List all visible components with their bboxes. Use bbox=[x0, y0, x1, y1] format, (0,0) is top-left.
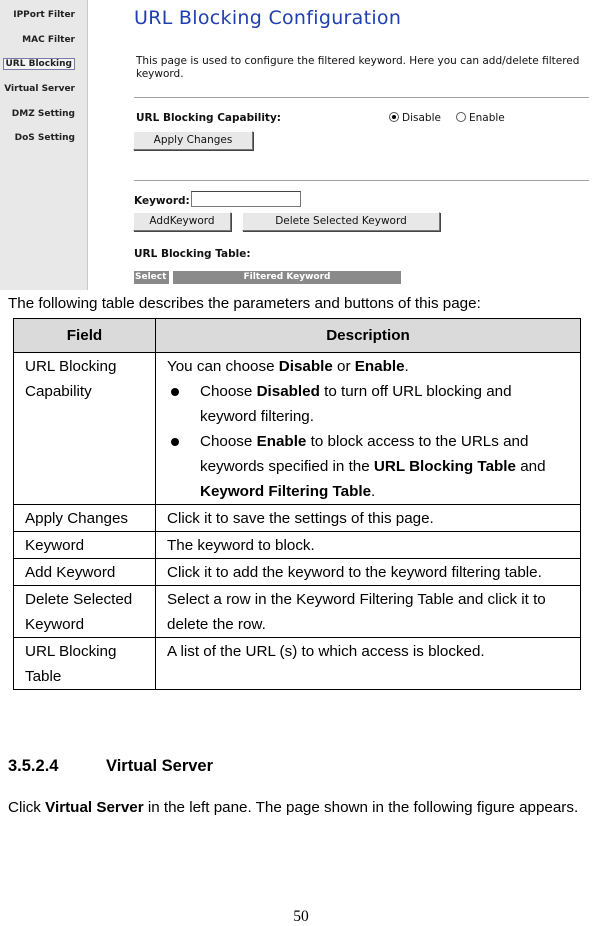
sidebar bbox=[0, 0, 88, 290]
table-row bbox=[14, 353, 581, 505]
para-bold: Virtual Server bbox=[45, 799, 144, 816]
bullet-item bbox=[167, 429, 570, 504]
bullet-text: Choose bbox=[200, 433, 257, 450]
bullet-text: Choose bbox=[200, 383, 257, 400]
description-cell bbox=[156, 353, 581, 505]
column-header-field: Field bbox=[14, 319, 156, 353]
divider bbox=[134, 97, 589, 98]
body-paragraph bbox=[8, 793, 602, 823]
desc-bold: Enable bbox=[354, 358, 405, 375]
add-keyword-button[interactable]: AddKeyword bbox=[133, 212, 231, 231]
keyword-input[interactable] bbox=[191, 191, 301, 207]
field-cell: Keyword bbox=[14, 532, 156, 559]
divider bbox=[134, 180, 589, 181]
section-heading bbox=[8, 757, 213, 776]
table-header-row bbox=[14, 319, 581, 353]
field-cell: Delete Selected Keyword bbox=[14, 586, 156, 638]
radio-disable[interactable] bbox=[389, 112, 441, 124]
description-cell: Select a row in the Keyword Filtering Table and click it to delete the row. bbox=[156, 586, 581, 638]
sidebar-item-url-blocking[interactable]: URL Blocking bbox=[3, 58, 76, 70]
table-row bbox=[14, 559, 581, 586]
bullet-text: to turn off URL blocking and keyword filtering. bbox=[200, 383, 512, 425]
table-row bbox=[14, 638, 581, 690]
table-header-select: Select bbox=[134, 271, 169, 284]
radio-disable-label: Disable bbox=[402, 112, 441, 124]
column-header-description: Description bbox=[156, 319, 581, 353]
sidebar-item-mac-filter[interactable]: MAC Filter bbox=[22, 35, 75, 45]
table-label: URL Blocking Table: bbox=[134, 248, 251, 260]
description-cell: A list of the URL (s) to which access is blocked. bbox=[156, 638, 581, 690]
bullet-bold: Keyword Filtering Table bbox=[200, 483, 372, 500]
description-cell: Click it to add the keyword to the keyword filtering table. bbox=[156, 559, 581, 586]
url-blocking-screenshot bbox=[0, 0, 591, 290]
table-row bbox=[14, 505, 581, 532]
field-cell: URL Blocking Table bbox=[14, 638, 156, 690]
field-cell: URL Blocking Capability bbox=[14, 353, 156, 505]
delete-selected-keyword-button[interactable]: Delete Selected Keyword bbox=[242, 212, 440, 231]
config-content bbox=[88, 0, 591, 290]
bullet-text: . bbox=[371, 483, 376, 500]
bullet-bold: Enable bbox=[256, 433, 307, 450]
table-row bbox=[14, 532, 581, 559]
sidebar-item-dmz-setting[interactable]: DMZ Setting bbox=[11, 109, 75, 119]
table-row bbox=[14, 586, 581, 638]
capability-label: URL Blocking Capability: bbox=[136, 112, 281, 124]
description-cell: Click it to save the settings of this page. bbox=[156, 505, 581, 532]
bullet-bold: Disabled bbox=[256, 383, 320, 400]
bullet-list bbox=[167, 379, 570, 504]
sidebar-item-ipport-filter[interactable]: IPPort Filter bbox=[13, 10, 75, 20]
section-number: 3.5.2.4 bbox=[8, 757, 59, 775]
radio-enable-label: Enable bbox=[469, 112, 505, 124]
field-cell: Add Keyword bbox=[14, 559, 156, 586]
desc-text: You can choose bbox=[167, 358, 279, 375]
description-cell: The keyword to block. bbox=[156, 532, 581, 559]
bullet-item bbox=[167, 379, 570, 429]
desc-text: or bbox=[332, 358, 355, 375]
desc-bold: Disable bbox=[278, 358, 333, 375]
parameters-table bbox=[13, 318, 581, 690]
para-text: in the left pane. The page shown in the following figure appears. bbox=[143, 799, 579, 816]
apply-changes-button[interactable]: Apply Changes bbox=[133, 131, 253, 150]
page-number: 50 bbox=[293, 908, 309, 925]
bullet-bold: URL Blocking Table bbox=[373, 458, 516, 475]
keyword-label: Keyword: bbox=[134, 195, 190, 207]
radio-selected-icon bbox=[389, 112, 399, 122]
section-title: Virtual Server bbox=[106, 757, 214, 775]
sidebar-item-virtual-server[interactable]: Virtual Server bbox=[4, 84, 75, 94]
desc-text: . bbox=[404, 358, 409, 375]
field-cell: Apply Changes bbox=[14, 505, 156, 532]
bullet-text: to block access to the URLs and keywords specified in the bbox=[200, 433, 529, 475]
radio-unselected-icon bbox=[456, 112, 466, 122]
table-intro: The following table describes the parameters and buttons of this page: bbox=[8, 295, 481, 312]
page-intro: This page is used to configure the filtered keyword. Here you can add/delete filtered keyword. bbox=[136, 55, 580, 80]
page-title: URL Blocking Configuration bbox=[134, 7, 402, 29]
radio-enable[interactable] bbox=[456, 112, 505, 124]
sidebar-item-dos-setting[interactable]: DoS Setting bbox=[14, 133, 75, 143]
table-header-filtered-keyword: Filtered Keyword bbox=[173, 271, 401, 284]
para-text: Click bbox=[8, 799, 46, 816]
bullet-text: and bbox=[515, 458, 546, 475]
